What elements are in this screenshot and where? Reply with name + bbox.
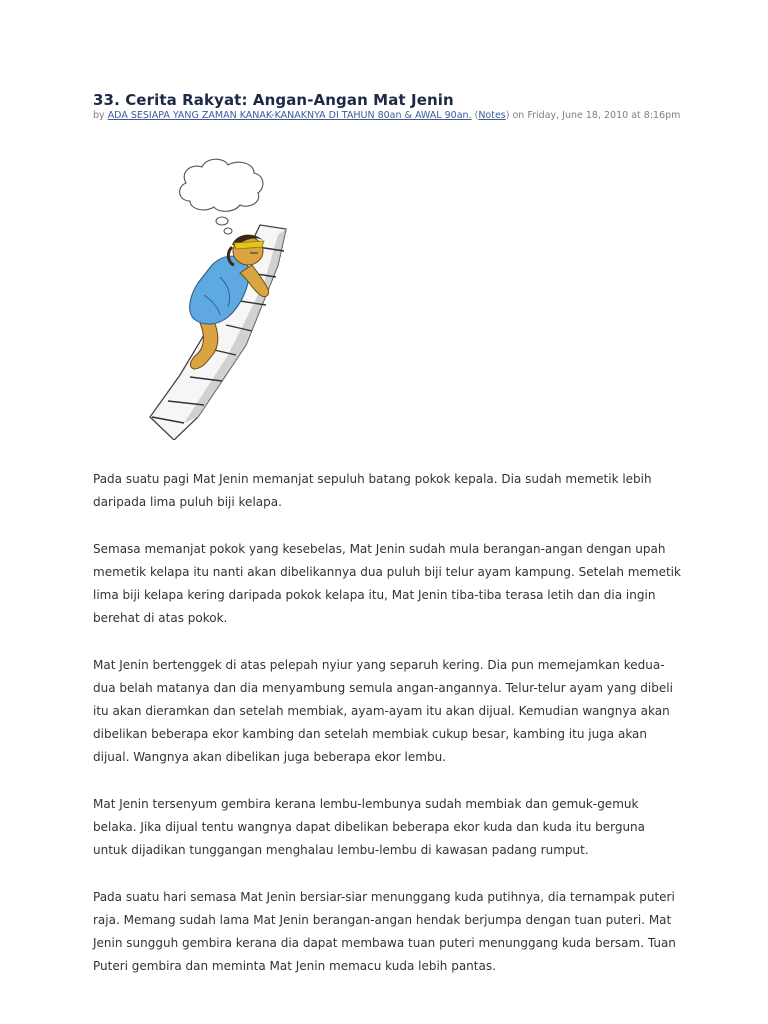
paragraph: Mat Jenin tersenyum gembira kerana lembu-lembunya sudah membiak dan gemuk-gemuk belaka. Jika dijual tentu wangnya dapat dibelikan beberapa ekor kuda dan kuda itu berguna untuk dijadikan tunggangan menghalau lembu-lembu di kawasan padang rumput. [93,796,646,858]
mat-jenin-illustration [128,155,303,440]
paragraph: Pada suatu hari semasa Mat Jenin bersiar-siar menunggang kuda putihnya, dia ternampak puteri raja. Memang sudah lama Mat Jenin berangan-angan hendak berjumpa dengan tuan puteri. Mat Jenin sungguh gembira kerana dia dapat membawa tuan puteri menunggang kuda bersam. Tuan Puteri gembira dan meminta Mat Jenin memacu kuda lebih pantas. [93,889,676,974]
paragraph: Semasa memanjat pokok yang kesebelas, Mat Jenin sudah mula berangan-angan dengan upah memetik kelapa itu nanti akan dibelikannya dua puluh biji telur ayam kampung. Setelah memetik lima biji kelapa kering daripada pokok kelapa itu, Mat Jenin tiba-tiba terasa letih dan dia ingin berehat di atas pokok. [93,541,681,626]
palm-trunk [150,225,286,440]
paragraph: Pada suatu pagi Mat Jenin memanjat sepuluh batang pokok kepala. Dia sudah memetik lebih daripada lima puluh biji kelapa. [93,472,652,510]
thought-bubble [180,159,263,234]
paragraph: Mat Jenin bertenggek di atas pelepah nyiur yang separuh kering. Dia pun memejamkan kedua-dua belah matanya dan dia menyambung semula angan-angannya. Telur-telur ayam yang dibeli itu akan dieramkan dan setelah membiak, ayam-ayam itu akan dijual. Kemudian wangnya akan dibelikan beberapa ekor kambing dan setelah membiak cukup besar, kambing itu juga akan dijual. Wangnya akan dibelikan juga beberapa ekor lembu. [93,657,673,765]
article-title: 33. Cerita Rakyat: Angan-Angan Mat Jenin [93,91,454,109]
byline-date: ) on Friday, June 18, 2010 at 8:16pm [505,110,681,121]
notes-link[interactable]: Notes [478,110,506,121]
byline-paren: ( [471,110,479,121]
article-header [93,90,683,122]
byline [93,110,683,122]
article-body [93,468,683,1002]
author-link[interactable]: ADA SESIAPA YANG ZAMAN KANAK-KANAKNYA DI TAHUN 80an & AWAL 90an. [107,110,472,121]
byline-prefix: by [93,110,108,121]
